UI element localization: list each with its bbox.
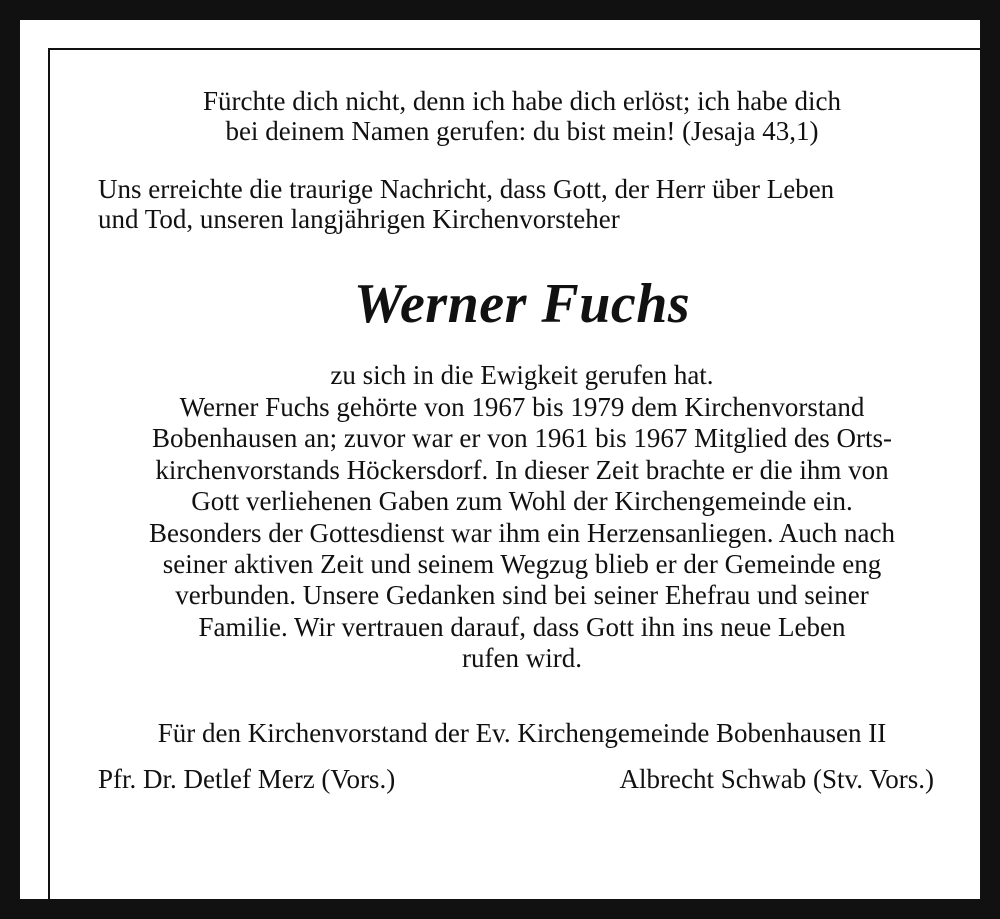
signature-deputy-chair: Albrecht Schwab (Stv. Vors.) <box>619 764 934 794</box>
deceased-name: Werner Fuchs <box>353 273 691 335</box>
inner-thin-border <box>48 48 992 911</box>
tribute-line-2: Bobenhausen an; zuvor war er von 1961 bis 1967 Mitglied des Orts- <box>151 423 893 454</box>
bible-verse-line-1: Fürchte dich nicht, denn ich habe dich erlöst; ich habe dich <box>202 86 842 116</box>
tribute-line-3: kirchenvorstands Höckersdorf. In dieser Zeit brachte er die ihm von <box>155 454 889 485</box>
bible-verse-line-2: bei deinem Namen gerufen: du bist mein! (Jesaja 43,1) <box>225 116 819 146</box>
intro-line-2: und Tod, unseren langjährigen Kirchenvorsteher <box>98 204 620 234</box>
tribute-line-5: Besonders der Gottesdienst war ihm ein Herzensanliegen. Auch nach <box>148 517 896 548</box>
signature-chair: Pfr. Dr. Detlef Merz (Vors.) <box>98 764 396 794</box>
intro-paragraph <box>98 174 958 234</box>
tribute-line-7: verbunden. Unsere Gedanken sind bei seiner Ehefrau und seiner <box>175 580 869 611</box>
tribute-line-1: Werner Fuchs gehörte von 1967 bis 1979 dem Kirchenvorstand <box>179 392 865 422</box>
tribute-line-6: seiner aktiven Zeit und seinem Wegzug blieb er der Gemeinde eng <box>162 549 882 580</box>
bible-verse <box>50 86 994 146</box>
tribute-line-9: rufen wird. <box>462 643 582 674</box>
tribute-line-4: Gott verliehenen Gaben zum Wohl der Kirchengemeinde ein. <box>191 486 853 517</box>
closing-line: Für den Kirchenvorstand der Ev. Kirchengemeinde Bobenhausen II <box>157 718 887 748</box>
called-to-eternity-line: zu sich in die Ewigkeit gerufen hat. <box>330 360 714 390</box>
tribute-paragraph <box>80 392 964 675</box>
intro-line-1: Uns erreichte die traurige Nachricht, dass Gott, der Herr über Leben <box>98 174 835 204</box>
tribute-line-8: Familie. Wir vertrauen darauf, dass Gott ihn ins neue Leben <box>198 611 846 642</box>
